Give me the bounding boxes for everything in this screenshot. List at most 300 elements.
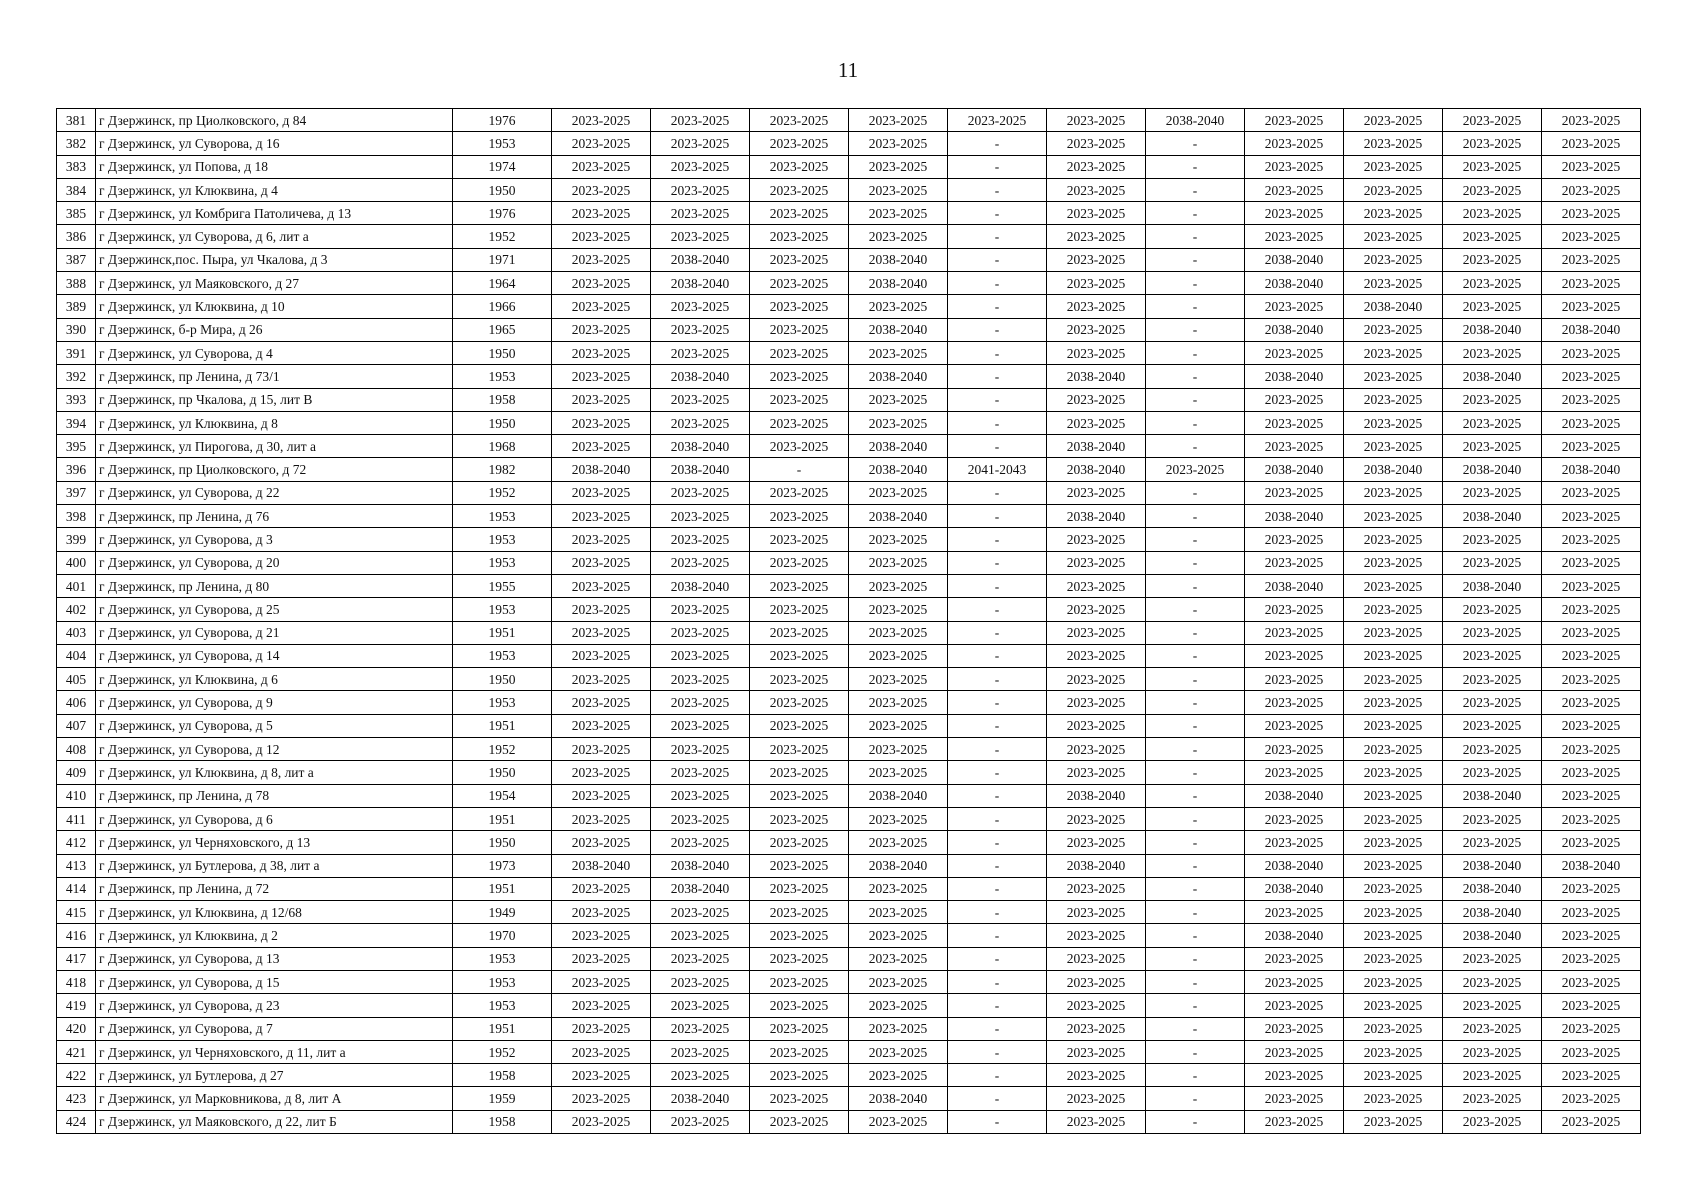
period-cell: 2023-2025 [849, 970, 948, 993]
period-cell: 2023-2025 [1542, 178, 1641, 201]
table-row [57, 435, 1641, 458]
period-cell: - [948, 1017, 1047, 1040]
period-cell: 2023-2025 [750, 388, 849, 411]
period-cell: 2023-2025 [849, 644, 948, 667]
table-row [57, 341, 1641, 364]
period-cell: 2023-2025 [750, 807, 849, 830]
period-cell: 2023-2025 [552, 994, 651, 1017]
period-cell: 2038-2040 [849, 435, 948, 458]
period-cell: 2023-2025 [1443, 388, 1542, 411]
period-cell: 2023-2025 [1542, 388, 1641, 411]
period-cell: 2023-2025 [1443, 761, 1542, 784]
period-cell: 2023-2025 [750, 668, 849, 691]
row-number-cell: 385 [57, 202, 96, 225]
row-number-cell: 388 [57, 272, 96, 295]
period-cell: - [948, 248, 1047, 271]
period-cell: 2023-2025 [1245, 551, 1344, 574]
period-cell: 2038-2040 [1245, 877, 1344, 900]
period-cell: 2023-2025 [849, 994, 948, 1017]
address-cell: г Дзержинск, ул Суворова, д 15 [96, 970, 453, 993]
period-cell: - [948, 1064, 1047, 1087]
period-cell: 2023-2025 [1245, 295, 1344, 318]
year-built-cell: 1970 [453, 924, 552, 947]
period-cell: 2023-2025 [1245, 831, 1344, 854]
period-cell: - [948, 901, 1047, 924]
period-cell: 2023-2025 [1047, 551, 1146, 574]
period-cell: 2023-2025 [552, 411, 651, 434]
period-cell: 2023-2025 [1443, 621, 1542, 644]
period-cell: 2023-2025 [1047, 1087, 1146, 1110]
period-cell: 2038-2040 [849, 272, 948, 295]
period-cell: 2023-2025 [651, 1040, 750, 1063]
period-cell: 2023-2025 [651, 947, 750, 970]
row-number-cell: 423 [57, 1087, 96, 1110]
address-cell: г Дзержинск, ул Суворова, д 9 [96, 691, 453, 714]
address-cell: г Дзержинск, ул Маяковского, д 22, лит Б [96, 1110, 453, 1133]
row-number-cell: 419 [57, 994, 96, 1017]
period-cell: 2023-2025 [849, 295, 948, 318]
period-cell: 2023-2025 [552, 598, 651, 621]
period-cell: 2023-2025 [1443, 1064, 1542, 1087]
address-cell: г Дзержинск, пр Ленина, д 78 [96, 784, 453, 807]
period-cell: 2038-2040 [849, 458, 948, 481]
period-cell: 2023-2025 [552, 668, 651, 691]
row-number-cell: 391 [57, 341, 96, 364]
period-cell: 2023-2025 [750, 202, 849, 225]
period-cell: - [1146, 668, 1245, 691]
period-cell: 2038-2040 [651, 435, 750, 458]
period-cell: 2023-2025 [1344, 691, 1443, 714]
period-cell: 2023-2025 [1047, 1110, 1146, 1133]
period-cell: 2023-2025 [849, 807, 948, 830]
period-cell: - [1146, 341, 1245, 364]
period-cell: 2038-2040 [849, 318, 948, 341]
address-cell: г Дзержинск, ул Суворова, д 23 [96, 994, 453, 1017]
year-built-cell: 1952 [453, 481, 552, 504]
row-number-cell: 393 [57, 388, 96, 411]
period-cell: 2023-2025 [849, 109, 948, 132]
address-cell: г Дзержинск, ул Бутлерова, д 27 [96, 1064, 453, 1087]
period-cell: 2023-2025 [1047, 1040, 1146, 1063]
period-cell: 2023-2025 [750, 924, 849, 947]
period-cell: 2023-2025 [552, 1040, 651, 1063]
period-cell: 2023-2025 [651, 598, 750, 621]
period-cell: 2038-2040 [1344, 295, 1443, 318]
period-cell: 2023-2025 [849, 225, 948, 248]
period-cell: 2023-2025 [651, 341, 750, 364]
table-row [57, 248, 1641, 271]
period-cell: 2038-2040 [1245, 784, 1344, 807]
period-cell: - [1146, 132, 1245, 155]
period-cell: - [948, 1040, 1047, 1063]
period-cell: 2023-2025 [552, 1064, 651, 1087]
period-cell: - [1146, 178, 1245, 201]
period-cell: 2023-2025 [1542, 1017, 1641, 1040]
period-cell: 2023-2025 [849, 691, 948, 714]
year-built-cell: 1953 [453, 505, 552, 528]
table-row [57, 714, 1641, 737]
year-built-cell: 1976 [453, 202, 552, 225]
period-cell: 2023-2025 [1047, 598, 1146, 621]
address-cell: г Дзержинск, ул Суворова, д 6 [96, 807, 453, 830]
period-cell: 2023-2025 [1344, 435, 1443, 458]
period-cell: - [1146, 481, 1245, 504]
period-cell: 2023-2025 [1443, 178, 1542, 201]
period-cell: - [948, 807, 1047, 830]
period-cell: 2023-2025 [1344, 1110, 1443, 1133]
period-cell: - [948, 388, 1047, 411]
period-cell: 2023-2025 [552, 388, 651, 411]
address-cell: г Дзержинск, ул Суворова, д 6, лит а [96, 225, 453, 248]
period-cell: 2023-2025 [849, 877, 948, 900]
row-number-cell: 408 [57, 738, 96, 761]
period-cell: 2023-2025 [1245, 202, 1344, 225]
period-cell: 2023-2025 [750, 1040, 849, 1063]
period-cell: 2023-2025 [750, 691, 849, 714]
period-cell: 2023-2025 [750, 435, 849, 458]
address-cell: г Дзержинск, ул Клюквина, д 12/68 [96, 901, 453, 924]
period-cell: 2038-2040 [1542, 854, 1641, 877]
row-number-cell: 389 [57, 295, 96, 318]
period-cell: 2023-2025 [1542, 1040, 1641, 1063]
row-number-cell: 412 [57, 831, 96, 854]
period-cell: - [1146, 272, 1245, 295]
period-cell: 2023-2025 [552, 877, 651, 900]
period-cell: 2023-2025 [1443, 947, 1542, 970]
table-row [57, 132, 1641, 155]
period-cell: 2023-2025 [552, 132, 651, 155]
period-cell: 2023-2025 [750, 621, 849, 644]
year-built-cell: 1982 [453, 458, 552, 481]
period-cell: 2023-2025 [1443, 155, 1542, 178]
period-cell: 2023-2025 [1542, 1087, 1641, 1110]
period-cell: 2023-2025 [1047, 621, 1146, 644]
period-cell: 2023-2025 [1542, 714, 1641, 737]
period-cell: 2038-2040 [552, 854, 651, 877]
period-cell: 2023-2025 [1344, 505, 1443, 528]
address-cell: г Дзержинск, б-р Мира, д 26 [96, 318, 453, 341]
period-cell: 2023-2025 [750, 784, 849, 807]
year-built-cell: 1958 [453, 1110, 552, 1133]
period-cell: 2023-2025 [1443, 248, 1542, 271]
period-cell: - [948, 924, 1047, 947]
period-cell: 2023-2025 [1344, 1040, 1443, 1063]
period-cell: 2023-2025 [849, 761, 948, 784]
year-built-cell: 1968 [453, 435, 552, 458]
year-built-cell: 1954 [453, 784, 552, 807]
row-number-cell: 414 [57, 877, 96, 900]
period-cell: 2023-2025 [651, 388, 750, 411]
period-cell: - [1146, 574, 1245, 597]
period-cell: 2023-2025 [750, 761, 849, 784]
period-cell: 2023-2025 [1443, 970, 1542, 993]
period-cell: 2023-2025 [1542, 877, 1641, 900]
period-cell: 2023-2025 [750, 528, 849, 551]
table-row [57, 458, 1641, 481]
period-cell: 2023-2025 [1047, 272, 1146, 295]
period-cell: 2023-2025 [1542, 807, 1641, 830]
period-cell: 2023-2025 [1344, 901, 1443, 924]
period-cell: 2038-2040 [1245, 272, 1344, 295]
period-cell: 2038-2040 [849, 1087, 948, 1110]
period-cell: 2041-2043 [948, 458, 1047, 481]
period-cell: 2023-2025 [750, 411, 849, 434]
period-cell: 2023-2025 [1542, 574, 1641, 597]
table-row [57, 924, 1641, 947]
address-cell: г Дзержинск, ул Суворова, д 25 [96, 598, 453, 621]
period-cell: - [1146, 365, 1245, 388]
period-cell: 2038-2040 [1245, 458, 1344, 481]
period-cell: - [1146, 831, 1245, 854]
period-cell: 2023-2025 [1443, 481, 1542, 504]
year-built-cell: 1953 [453, 132, 552, 155]
year-built-cell: 1959 [453, 1087, 552, 1110]
period-cell: 2023-2025 [1443, 1087, 1542, 1110]
year-built-cell: 1973 [453, 854, 552, 877]
period-cell: - [948, 854, 1047, 877]
period-cell: 2023-2025 [552, 1087, 651, 1110]
period-cell: - [948, 644, 1047, 667]
period-cell: 2023-2025 [1245, 691, 1344, 714]
period-cell: 2023-2025 [750, 901, 849, 924]
period-cell: 2023-2025 [1047, 738, 1146, 761]
period-cell: 2023-2025 [552, 551, 651, 574]
period-cell: 2023-2025 [552, 947, 651, 970]
period-cell: 2023-2025 [552, 505, 651, 528]
period-cell: 2023-2025 [552, 178, 651, 201]
period-cell: 2023-2025 [1443, 714, 1542, 737]
period-cell: 2023-2025 [1443, 691, 1542, 714]
address-cell: г Дзержинск, ул Суворова, д 4 [96, 341, 453, 364]
period-cell: - [1146, 528, 1245, 551]
row-number-cell: 404 [57, 644, 96, 667]
period-cell: 2023-2025 [849, 1040, 948, 1063]
period-cell: 2023-2025 [1542, 505, 1641, 528]
period-cell: 2023-2025 [849, 924, 948, 947]
period-cell: 2023-2025 [1542, 341, 1641, 364]
period-cell: 2023-2025 [849, 341, 948, 364]
period-cell: 2023-2025 [1542, 994, 1641, 1017]
period-cell: 2023-2025 [1443, 1110, 1542, 1133]
period-cell: 2023-2025 [1344, 877, 1443, 900]
period-cell: 2038-2040 [1542, 318, 1641, 341]
period-cell: 2023-2025 [651, 109, 750, 132]
row-number-cell: 407 [57, 714, 96, 737]
table-row [57, 574, 1641, 597]
year-built-cell: 1953 [453, 994, 552, 1017]
period-cell: 2023-2025 [1344, 1064, 1443, 1087]
period-cell: 2023-2025 [1443, 132, 1542, 155]
period-cell: 2023-2025 [1443, 411, 1542, 434]
period-cell: - [948, 691, 1047, 714]
period-cell: 2023-2025 [849, 947, 948, 970]
row-number-cell: 416 [57, 924, 96, 947]
period-cell: 2023-2025 [1047, 761, 1146, 784]
period-cell: 2023-2025 [750, 341, 849, 364]
period-cell: 2023-2025 [1344, 784, 1443, 807]
period-cell: 2023-2025 [750, 1064, 849, 1087]
address-cell: г Дзержинск, ул Попова, д 18 [96, 155, 453, 178]
period-cell: 2023-2025 [1344, 761, 1443, 784]
period-cell: 2023-2025 [1542, 1110, 1641, 1133]
period-cell: 2038-2040 [1443, 574, 1542, 597]
period-cell: 2023-2025 [552, 109, 651, 132]
period-cell: 2038-2040 [849, 854, 948, 877]
period-cell: 2023-2025 [750, 248, 849, 271]
period-cell: 2023-2025 [552, 574, 651, 597]
period-cell: 2038-2040 [651, 248, 750, 271]
table-row [57, 668, 1641, 691]
period-cell: 2023-2025 [1344, 341, 1443, 364]
table-row [57, 1087, 1641, 1110]
period-cell: - [1146, 807, 1245, 830]
period-cell: 2023-2025 [1047, 132, 1146, 155]
period-cell: - [1146, 854, 1245, 877]
row-number-cell: 411 [57, 807, 96, 830]
period-cell: 2023-2025 [1245, 435, 1344, 458]
period-cell: 2023-2025 [1245, 411, 1344, 434]
period-cell: 2023-2025 [1047, 411, 1146, 434]
period-cell: 2023-2025 [1344, 411, 1443, 434]
period-cell: 2023-2025 [1344, 854, 1443, 877]
period-cell: 2023-2025 [1542, 551, 1641, 574]
year-built-cell: 1952 [453, 738, 552, 761]
period-cell: 2023-2025 [1344, 970, 1443, 993]
period-cell: 2023-2025 [750, 738, 849, 761]
period-cell: 2023-2025 [552, 807, 651, 830]
period-cell: 2023-2025 [750, 109, 849, 132]
period-cell: 2023-2025 [552, 225, 651, 248]
period-cell: 2023-2025 [1344, 178, 1443, 201]
page-number: 11 [837, 58, 859, 82]
period-cell: 2038-2040 [1245, 924, 1344, 947]
period-cell: 2023-2025 [552, 1017, 651, 1040]
period-cell: - [1146, 644, 1245, 667]
row-number-cell: 421 [57, 1040, 96, 1063]
period-cell: 2023-2025 [1245, 994, 1344, 1017]
year-built-cell: 1958 [453, 388, 552, 411]
period-cell: 2023-2025 [1344, 481, 1443, 504]
period-cell: - [1146, 924, 1245, 947]
year-built-cell: 1952 [453, 225, 552, 248]
period-cell: - [1146, 1017, 1245, 1040]
period-cell: 2023-2025 [1245, 1017, 1344, 1040]
period-cell: - [948, 1110, 1047, 1133]
table-row [57, 528, 1641, 551]
period-cell: 2023-2025 [651, 901, 750, 924]
period-cell: 2023-2025 [651, 295, 750, 318]
period-cell: 2023-2025 [750, 132, 849, 155]
period-cell: - [1146, 947, 1245, 970]
table-row [57, 807, 1641, 830]
period-cell: 2023-2025 [651, 528, 750, 551]
period-cell: 2023-2025 [1542, 644, 1641, 667]
period-cell: 2023-2025 [849, 668, 948, 691]
period-cell: - [948, 831, 1047, 854]
table-row [57, 481, 1641, 504]
period-cell: 2023-2025 [651, 481, 750, 504]
period-cell: - [1146, 691, 1245, 714]
period-cell: 2023-2025 [552, 621, 651, 644]
period-cell: 2023-2025 [1443, 738, 1542, 761]
period-cell: 2023-2025 [552, 691, 651, 714]
period-cell: 2023-2025 [552, 761, 651, 784]
period-cell: 2023-2025 [1542, 202, 1641, 225]
period-cell: 2023-2025 [1344, 272, 1443, 295]
year-built-cell: 1953 [453, 970, 552, 993]
table-row [57, 1110, 1641, 1133]
period-cell: 2023-2025 [651, 831, 750, 854]
period-cell: 2023-2025 [1245, 155, 1344, 178]
address-cell: г Дзержинск, ул Клюквина, д 4 [96, 178, 453, 201]
period-cell: - [1146, 784, 1245, 807]
period-cell: 2023-2025 [750, 854, 849, 877]
period-cell: 2023-2025 [651, 551, 750, 574]
period-cell: 2038-2040 [1047, 365, 1146, 388]
period-cell: 2023-2025 [750, 598, 849, 621]
address-cell: г Дзержинск, ул Суворова, д 22 [96, 481, 453, 504]
period-cell: 2023-2025 [651, 970, 750, 993]
table-body [57, 109, 1641, 1134]
period-cell: 2023-2025 [750, 714, 849, 737]
period-cell: 2023-2025 [1542, 761, 1641, 784]
period-cell: 2038-2040 [1245, 505, 1344, 528]
table-row [57, 831, 1641, 854]
period-cell: 2023-2025 [651, 225, 750, 248]
period-cell: 2023-2025 [1047, 528, 1146, 551]
period-cell: 2023-2025 [750, 505, 849, 528]
period-cell: 2023-2025 [1344, 947, 1443, 970]
period-cell: 2023-2025 [1443, 202, 1542, 225]
address-cell: г Дзержинск, ул Клюквина, д 2 [96, 924, 453, 947]
table-row [57, 644, 1641, 667]
table-row [57, 272, 1641, 295]
address-cell: г Дзержинск, ул Клюквина, д 8 [96, 411, 453, 434]
period-cell: 2023-2025 [552, 1110, 651, 1133]
period-cell: 2038-2040 [849, 505, 948, 528]
period-cell: 2023-2025 [1344, 365, 1443, 388]
year-built-cell: 1966 [453, 295, 552, 318]
period-cell: 2038-2040 [651, 365, 750, 388]
table-row [57, 970, 1641, 993]
year-built-cell: 1950 [453, 831, 552, 854]
period-cell: 2023-2025 [1344, 202, 1443, 225]
row-number-cell: 424 [57, 1110, 96, 1133]
period-cell: 2023-2025 [651, 318, 750, 341]
period-cell: 2023-2025 [750, 365, 849, 388]
period-cell: 2023-2025 [1245, 714, 1344, 737]
period-cell: - [948, 481, 1047, 504]
row-number-cell: 394 [57, 411, 96, 434]
address-cell: г Дзержинск, ул Клюквина, д 8, лит а [96, 761, 453, 784]
period-cell: - [1146, 411, 1245, 434]
period-cell: 2023-2025 [651, 644, 750, 667]
year-built-cell: 1950 [453, 668, 552, 691]
period-cell: 2023-2025 [651, 1017, 750, 1040]
period-cell: 2038-2040 [1542, 458, 1641, 481]
year-built-cell: 1974 [453, 155, 552, 178]
period-cell: - [1146, 598, 1245, 621]
period-cell: - [1146, 155, 1245, 178]
period-cell: 2023-2025 [1542, 668, 1641, 691]
address-cell: г Дзержинск, ул Пирогова, д 30, лит а [96, 435, 453, 458]
period-cell: - [1146, 970, 1245, 993]
row-number-cell: 420 [57, 1017, 96, 1040]
period-cell: 2023-2025 [1542, 598, 1641, 621]
period-cell: 2023-2025 [1443, 831, 1542, 854]
period-cell: 2023-2025 [849, 411, 948, 434]
year-built-cell: 1950 [453, 178, 552, 201]
